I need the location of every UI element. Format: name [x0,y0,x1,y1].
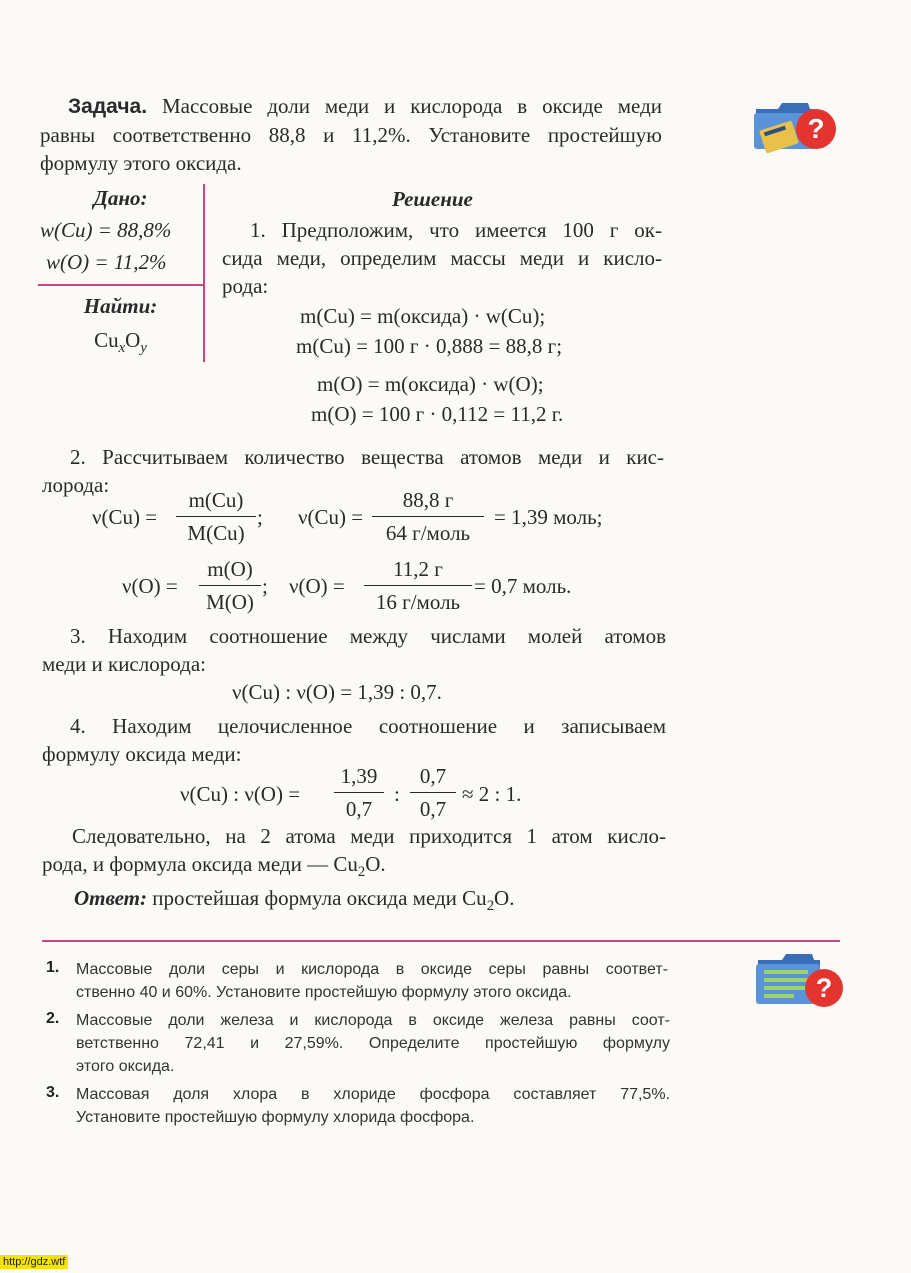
answer [74,884,514,920]
fraction-denominator: 16 г/моль [375,590,461,614]
task-folder-question-icon [752,95,838,159]
question-item [76,1083,670,1129]
step1-line: рода: [222,274,269,298]
question-item [76,1009,670,1078]
fraction-denominator: 64 г/моль [385,521,471,545]
section-divider [42,940,840,942]
task-statement [40,92,662,177]
nu-o-result: = 0,7 моль. [474,574,572,598]
find-block [38,292,203,362]
find-formula: $Cu_xO_y$ [94,328,147,357]
equation-m-cu: m(Cu) = m(оксида) · w(Cu); [300,304,546,328]
find-title: Найти: [83,294,158,318]
equation-m-cu-value: m(Cu) = 100 г · 0,888 = 88,8 г; [296,334,563,358]
nu-cu-rhs-lhs: ν(Cu) = [298,505,364,529]
step4-line: формулу оксида меди: [42,742,242,766]
question-line: Массовые доли серы и кислорода в оксиде серы равны соответ- [76,961,668,978]
ratio-equation: ν(Cu) : ν(O) = 1,39 : 0,7. [232,680,442,704]
question-line: Массовая доля хлора в хлориде фосфора составляет 77,5%. [76,1086,670,1103]
step4-line: 4. Находим целочисленное соотношение и записываем [70,714,666,738]
nu-o-fraction [199,555,261,616]
conclusion [42,822,666,886]
nu-o-value-fraction [364,555,472,616]
step2-line: 2. Рассчитываем количество вещества атомов меди и кис- [70,445,664,469]
nu-o-rhs-lhs: ν(O) = [289,574,345,598]
question-line: этого оксида. [76,1058,175,1075]
fraction-numerator: m(Cu) [188,488,244,512]
question-line: ветственно 72,41 и 27,59%. Определите простейшую формулу [76,1035,670,1052]
ratio2-fraction-1 [334,762,384,823]
nu-cu-value-fraction [372,486,484,547]
question-line: ственно 40 и 60%. Установите простейшую формулу этого оксида. [76,984,572,1001]
fraction-numerator: m(O) [207,557,253,581]
question-line: Массовые доли железа и кислорода в оксиде железа равны соот- [76,1012,670,1029]
ratio2-lhs: ν(Cu) : ν(O) = [180,782,301,806]
ratio2-colon: : [394,782,400,806]
nu-cu-result: = 1,39 моль; [494,505,603,529]
nu-o-lhs: ν(O) = [122,574,178,598]
given-vertical-divider [203,184,205,362]
given-title: Дано: [93,186,148,210]
question-line: Установите простейшую формулу хлорида фосфора. [76,1109,475,1126]
exercise-folder-question-icon [754,950,844,1012]
answer-text: простейшая формула оксида меди $Cu_2O$. [152,886,515,915]
svg-text:?: ? [807,113,825,144]
solution-step1 [222,216,662,300]
solution-step3 [42,622,666,678]
equation-m-o: m(O) = m(оксида) · w(O); [317,372,544,396]
fraction-numerator: 1,39 [340,764,378,788]
solution-step4 [42,712,666,768]
step3-line: меди и кислорода: [42,652,206,676]
fraction-numerator: 11,2 г [393,557,443,581]
task-heading: Задача. [68,95,148,118]
fraction-denominator: 0,7 [419,797,447,821]
ratio2-fraction-2 [410,762,456,823]
step1-line: сида меди, определим массы меди и кисло- [222,246,662,270]
step1-line: 1. Предположим, что имеется 100 г ок- [250,218,662,242]
given-divider [38,284,204,286]
task-line: равны соответственно 88,8 и 11,2%. Установите простейшую [40,123,662,147]
task-line: Массовые доли меди и кислорода в оксиде меди [161,94,662,118]
fraction-numerator: 0,7 [419,764,447,788]
conclusion-line: Следовательно, на 2 атома меди приходится 1 атом кисло- [72,824,666,848]
question-number: 1. [46,959,60,976]
step3-line: 3. Находим соотношение между числами молей атомов [70,624,666,648]
watermark-link[interactable]: http://gdz.wtf [0,1255,68,1269]
answer-label: Ответ: [74,886,147,910]
fraction-denominator: 0,7 [345,797,373,821]
nu-cu-lhs: ν(Cu) = [92,505,158,529]
question-item [76,958,668,1004]
given-block [38,184,203,276]
solution-title: Решение [392,187,473,211]
given-w-o: w(O) = 11,2% [46,250,167,274]
task-line: формулу этого оксида. [40,151,242,175]
svg-text:?: ? [815,973,833,1003]
fraction-numerator: 88,8 г [402,488,454,512]
question-number: 2. [46,1010,60,1027]
fraction-denominator: M(Cu) [187,521,245,545]
conclusion-line: рода, и формула оксида меди — $Cu_2O$. [42,852,386,881]
ratio2-result: ≈ 2 : 1. [462,782,522,806]
question-number: 3. [46,1084,60,1101]
semicolon: ; [257,505,263,529]
given-w-cu: w(Cu) = 88,8% [40,218,172,242]
equation-m-o-value: m(O) = 100 г · 0,112 = 11,2 г. [311,402,564,426]
solution-step2 [42,443,664,499]
nu-cu-fraction [176,486,256,547]
fraction-denominator: M(O) [206,590,254,614]
step2-line: лорода: [42,473,110,497]
semicolon: ; [262,574,268,598]
